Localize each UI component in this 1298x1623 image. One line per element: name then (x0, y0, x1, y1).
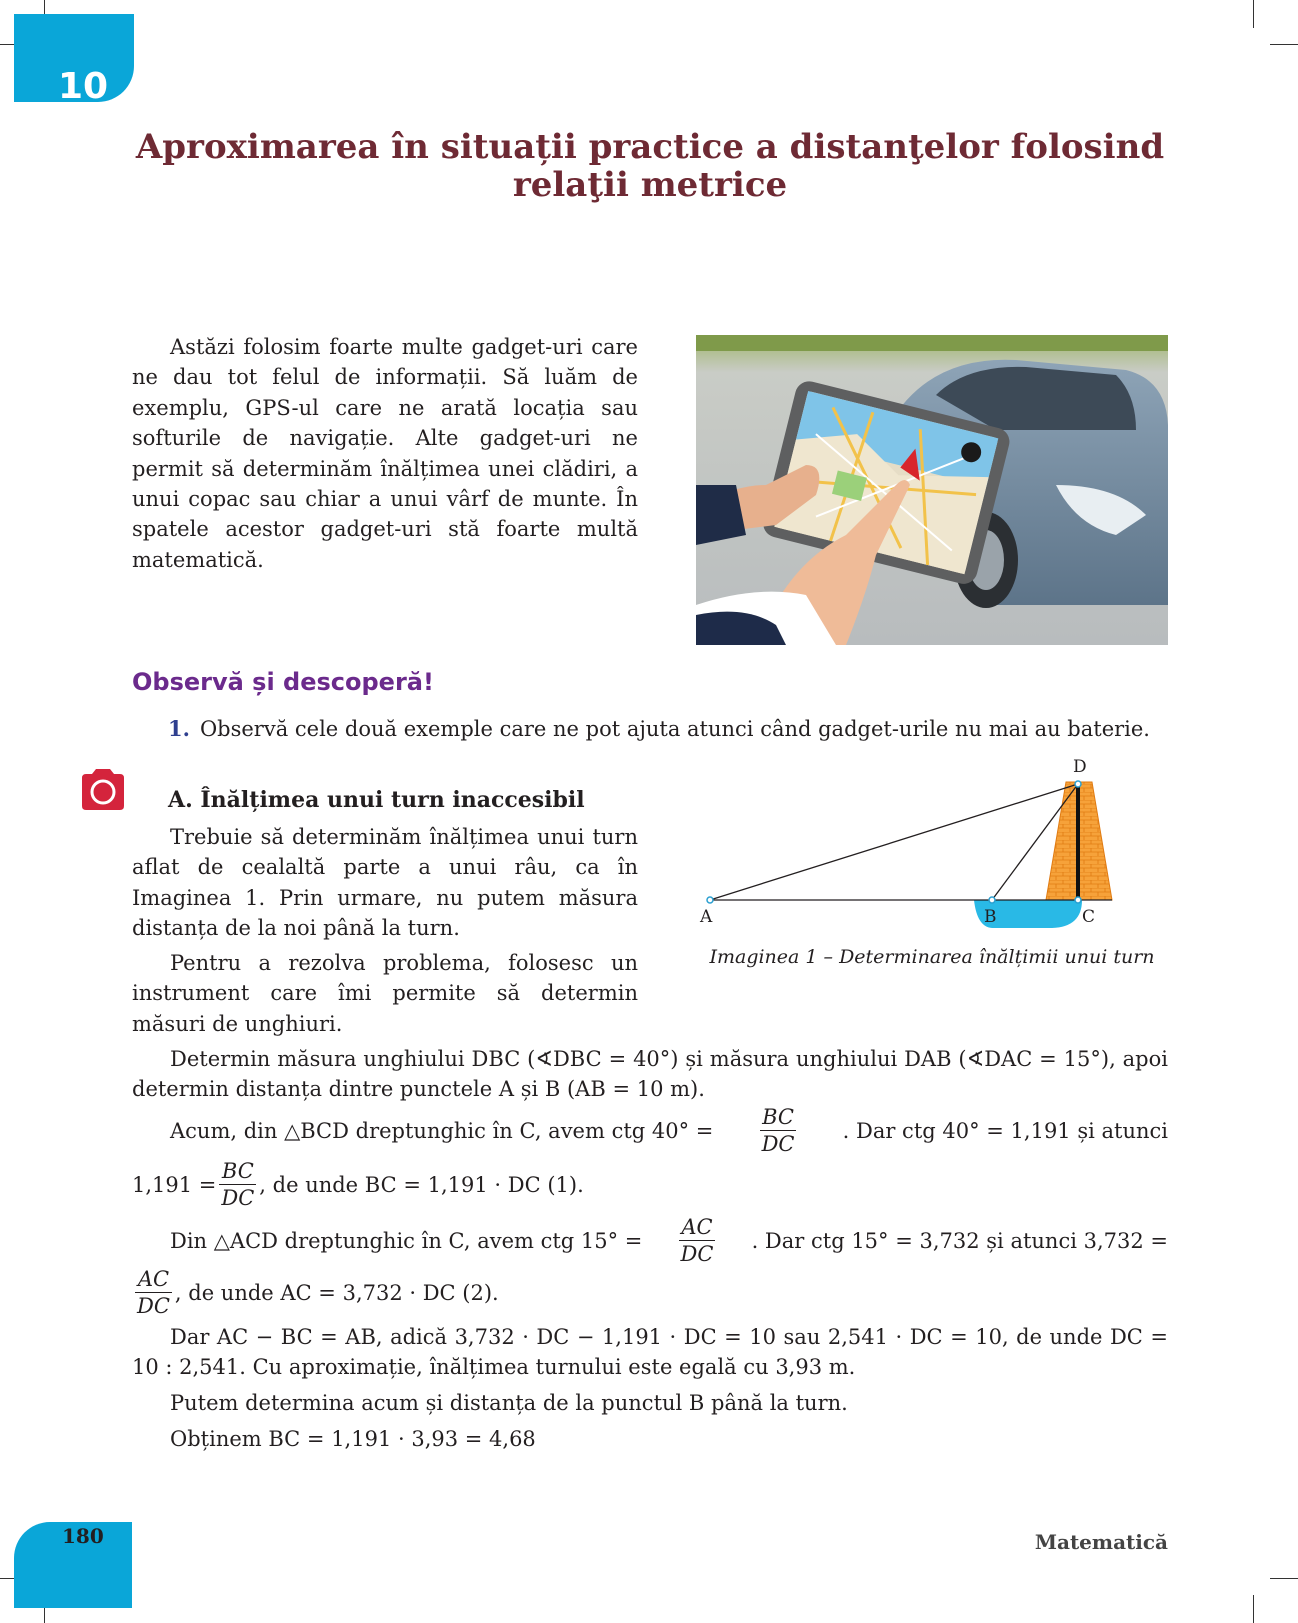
point-label-d: D (1073, 757, 1087, 777)
point-label-a: A (700, 907, 713, 927)
eq-text: . Dar ctg 15° = 3,732 și atunci 3,732 = (751, 1228, 1168, 1253)
eq-text: Acum, din △BCD dreptunghic în C, avem ctg 40° = (170, 1118, 714, 1143)
body-equation-line (132, 1158, 1168, 1211)
eq-text: Din △ACD dreptunghic în C, avem ctg 15° = (170, 1228, 643, 1253)
crop-mark (1270, 1578, 1298, 1579)
exercise-item (168, 716, 1188, 741)
footer-subject: Matematică (1034, 1530, 1168, 1554)
body-equation-line (132, 1266, 1168, 1319)
fraction-ac-dc (135, 1266, 172, 1319)
body-paragraph: Obținem BC = 1,191 · 3,93 = 4,68 (170, 1427, 536, 1451)
frac-num: AC (681, 1215, 713, 1239)
frac-den: DC (680, 1242, 714, 1266)
page-title: Aproximarea în situații practice a distanţelor folosind relaţii metrice (135, 127, 1165, 205)
body-equation-line (132, 1104, 1168, 1157)
frac-den: DC (137, 1294, 170, 1318)
chapter-number: 10 (58, 66, 109, 107)
eq-text: 1,191 = (132, 1172, 217, 1197)
tower-diagram (692, 752, 1172, 932)
subsection-paragraph: Trebuie să determinăm înălțimea unui turn aflat de cealaltă parte a unui râu, ca în Imaginea 1. Prin urmare, nu putem măsura distanța de la noi până la turn. (132, 825, 638, 941)
fraction-ac-dc (679, 1214, 716, 1267)
crop-mark (1253, 1595, 1254, 1623)
eq-text: , de unde AC = 3,732 · DC (2). (174, 1280, 499, 1305)
point-label-c: C (1082, 907, 1096, 927)
point-label-b: B (984, 907, 997, 927)
intro-paragraph: Astăzi folosim foarte multe gadget-uri care ne dau tot felul de informații. Să luăm de exemplu, GPS-ul care ne arată locația sau softurile de navigație. Alte gadget-uri ne permit să determinăm înălțimea unei clădiri, a unui copac sau chiar a unui vârf de munte. În spatele acestor gadget-uri stă foarte multă matematică. (132, 335, 638, 572)
crop-mark (1270, 44, 1298, 45)
body-paragraph: Putem determina acum și distanța de la punctul B până la turn. (170, 1391, 848, 1415)
item-number: 1. (168, 716, 190, 741)
frac-num: BC (762, 1105, 794, 1129)
frac-num: AC (137, 1267, 170, 1291)
subsection-heading: A. Înălțimea unui turn inaccesibil (168, 787, 585, 813)
figure-caption: Imaginea 1 – Determinarea înălțimii unui turn (709, 946, 1155, 968)
fraction-bc-dc (760, 1104, 797, 1157)
crop-mark (1253, 0, 1254, 28)
section-heading: Observă și descoperă! (132, 668, 434, 696)
eq-text: , de unde BC = 1,191 · DC (1). (259, 1172, 584, 1197)
gps-tablet-photo (696, 335, 1168, 645)
eq-text: . Dar ctg 40° = 1,191 și atunci (842, 1118, 1168, 1143)
frac-num: BC (221, 1159, 254, 1183)
subsection-paragraph: Pentru a rezolva problema, folosesc un instrument care îmi permite să determin măsuri de unghiuri. (132, 951, 638, 1036)
frac-den: DC (761, 1132, 795, 1156)
body-equation-line (132, 1214, 1168, 1267)
body-paragraph: Dar AC − BC = AB, adică 3,732 · DC − 1,191 · DC = 10 sau 2,541 · DC = 10, de unde DC = 10 : 2,541. Cu aproximație, înălțimea turnului este egală cu 3,93 m. (132, 1325, 1168, 1380)
frac-den: DC (221, 1186, 255, 1210)
body-paragraph: Determin măsura unghiului DBC (∢DBC = 40°) și măsura unghiului DAB (∢DAC = 15°), apoi determin distanța dintre punctele A și B (AB = 10 m). (132, 1047, 1168, 1102)
camera-icon (78, 768, 128, 812)
item-text: Observă cele două exemple care ne pot ajuta atunci când gadget-urile nu mai au baterie. (199, 717, 1150, 741)
page-number: 180 (62, 1524, 104, 1548)
fraction-bc-dc (219, 1158, 256, 1211)
